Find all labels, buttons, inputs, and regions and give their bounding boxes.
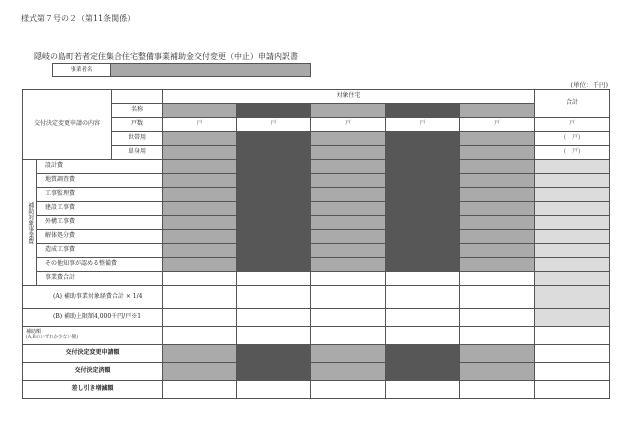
subsidy-note: (A,Bのいずれか少ない額): [26, 334, 78, 340]
housing-name-5[interactable]: [460, 104, 535, 118]
expense-row: [23, 174, 610, 188]
family-2[interactable]: [237, 132, 311, 146]
change-request-label: 交付決定変更申請額: [23, 345, 163, 363]
row-a: [23, 286, 610, 309]
name-label: 名称: [112, 104, 163, 118]
expense-total-row: [23, 272, 610, 286]
business-name-input[interactable]: [111, 64, 310, 76]
decided-amount-row: [23, 363, 610, 381]
target-housing-header: 対象住宅: [163, 90, 535, 104]
row-b: [23, 309, 610, 327]
section-label: 交付決定変更申請の内容: [23, 90, 112, 160]
single-total: ( 戸): [535, 146, 610, 160]
subsidy-label-cell: [23, 327, 163, 345]
housing-name-1[interactable]: [163, 104, 237, 118]
family-1[interactable]: [163, 132, 237, 146]
housing-name-3[interactable]: [311, 104, 386, 118]
expense-row: [23, 216, 610, 230]
family-4[interactable]: [386, 132, 460, 146]
single-label: 単身用: [112, 146, 163, 160]
expense-row: [23, 160, 610, 174]
expense-label: その他知事が認める整備費: [37, 258, 163, 272]
expense-group-label: 補助対象事業費: [23, 160, 37, 286]
breakdown-table: [22, 89, 610, 399]
expense-row: [23, 202, 610, 216]
row-a-label: (A) 補助事業対象経費合計 × 1/4: [23, 286, 163, 309]
single-3[interactable]: [311, 146, 386, 160]
expense-label: 設計費: [37, 160, 163, 174]
business-name-field: [52, 63, 311, 77]
expense-label: 解体処分費: [37, 230, 163, 244]
document-title: 隠岐の島町若者定住集合住宅整備事業補助金交付変更（中止）申請内訳書: [34, 52, 298, 61]
expense-row: [23, 258, 610, 272]
row-b-label: (B) 補助上限額4,000千円/戸※1: [23, 309, 163, 327]
expense-label: 外構工事費: [37, 216, 163, 230]
unit-label: (単位：千円): [570, 81, 608, 89]
units-label: 戸数: [112, 118, 163, 132]
family-3[interactable]: [311, 132, 386, 146]
units-2[interactable]: 戸: [237, 118, 311, 132]
units-4[interactable]: 戸: [386, 118, 460, 132]
expense-row: [23, 244, 610, 258]
expense-row: [23, 188, 610, 202]
single-2[interactable]: [237, 146, 311, 160]
family-5[interactable]: [460, 132, 535, 146]
expense-row: [23, 230, 610, 244]
difference-row: [23, 381, 610, 399]
total-header: 合計: [535, 90, 610, 118]
difference-label: 差し引き増減額: [23, 381, 163, 399]
decided-amount-label: 交付決定済額: [23, 363, 163, 381]
expense-label: 地質調査費: [37, 174, 163, 188]
units-total: 戸: [535, 118, 610, 132]
expense-label: 工事監理費: [37, 188, 163, 202]
housing-name-2[interactable]: [237, 104, 311, 118]
expense-total-label: 事業費合計: [37, 272, 163, 286]
single-4[interactable]: [386, 146, 460, 160]
family-total: ( 戸): [535, 132, 610, 146]
housing-name-4[interactable]: [386, 104, 460, 118]
business-name-label: 事業者名: [53, 64, 111, 76]
units-3[interactable]: 戸: [311, 118, 386, 132]
subsidy-row: [23, 327, 610, 345]
form-number: 様式第７号の２（第11条関係）: [21, 14, 136, 23]
units-5[interactable]: 戸: [460, 118, 535, 132]
subsidy-label: 補助額: [26, 329, 42, 336]
expense-label: 建設工事費: [37, 202, 163, 216]
family-label: 世帯用: [112, 132, 163, 146]
single-5[interactable]: [460, 146, 535, 160]
units-1[interactable]: 戸: [163, 118, 237, 132]
expense-label: 造成工事費: [37, 244, 163, 258]
change-request-row: [23, 345, 610, 363]
single-1[interactable]: [163, 146, 237, 160]
